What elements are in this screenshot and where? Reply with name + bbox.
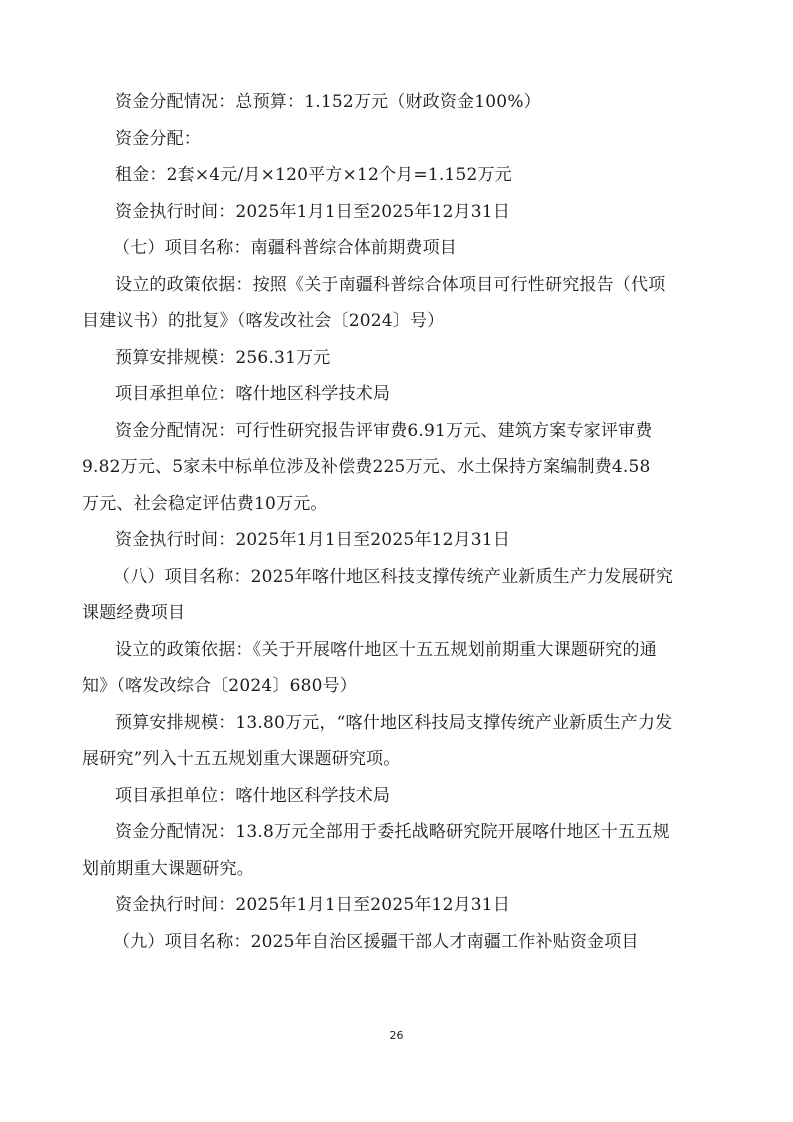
paragraph-line: 资金分配情况：可行性研究报告评审费6.91万元、建筑方案专家评审费 (115, 420, 653, 441)
paragraph-line: 知》（喀发改综合〔2024〕680号） (82, 676, 358, 696)
paragraph-line: 资金分配情况：13.8万元全部用于委托战略研究院开展喀什地区十五五规 (115, 822, 670, 842)
section-heading: （八）项目名称：2025年喀什地区科技支撑传统产业新质生产力发展研究 (113, 566, 674, 587)
paragraph-line: 预算安排规模：13.80万元，“喀什地区科技局支撑传统产业新质生产力发 (115, 712, 673, 733)
section-heading: （七）项目名称：南疆科普综合体前期费项目 (113, 238, 457, 258)
paragraph-line: 课题经费项目 (82, 603, 186, 623)
paragraph-line: 万元、社会稳定评估费10万元。 (82, 493, 328, 514)
paragraph-line: 租金：2套×4元/月×120平方×12个月=1.152万元 (115, 165, 512, 185)
paragraph-line: 设立的政策依据：按照《关于南疆科普综合体项目可行性研究报告（代项 (115, 274, 666, 295)
paragraph-line: 资金分配： (115, 128, 201, 149)
paragraph-line: 项目承担单位：喀什地区科学技术局 (115, 384, 391, 404)
paragraph-line: 资金执行时间：2025年1月1日至2025年12月31日 (115, 530, 511, 550)
document-body (82, 84, 707, 960)
paragraph-line: 预算安排规模：256.31万元 (115, 347, 331, 368)
paragraph-line: 资金执行时间：2025年1月1日至2025年12月31日 (115, 895, 511, 915)
paragraph-line: 资金执行时间：2025年1月1日至2025年12月31日 (115, 201, 511, 222)
paragraph-line: 9.82万元、5家未中标单位涉及补偿费225万元、水土保持方案编制费4.58 (82, 457, 651, 477)
paragraph-line: 展研究”列入十五五规划重大课题研究项。 (82, 749, 401, 769)
paragraph-line: 目建议书）的批复》（喀发改社会〔2024〕号） (82, 311, 445, 331)
paragraph-line: 划前期重大课题研究。 (82, 858, 254, 879)
section-heading: （九）项目名称：2025年自治区援疆干部人才南疆工作补贴资金项目 (113, 931, 639, 952)
page-number: 26 (389, 1029, 404, 1042)
paragraph-line: 资金分配情况：总预算：1.152万元（财政资金100%） (115, 92, 541, 112)
paragraph-line: 设立的政策依据：《关于开展喀什地区十五五规划前期重大课题研究的通 (115, 639, 657, 660)
paragraph-line: 项目承担单位：喀什地区科学技术局 (115, 785, 391, 806)
